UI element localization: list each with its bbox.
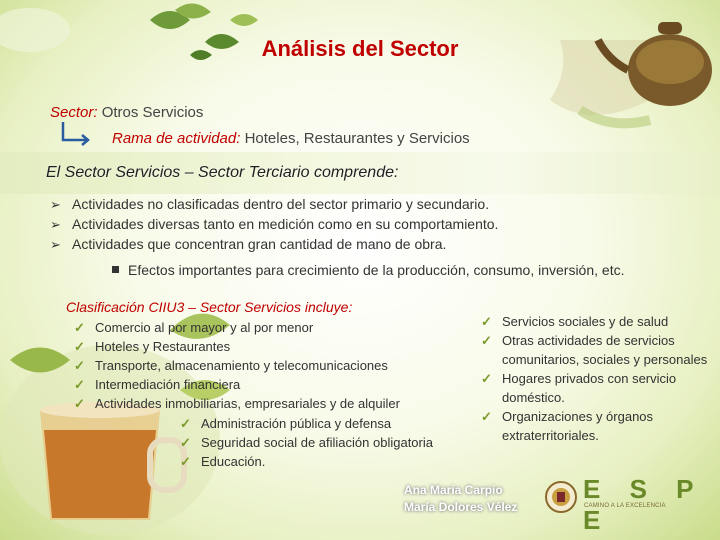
- list-item-text: Intermediación financiera: [95, 377, 241, 392]
- authors: [404, 482, 517, 516]
- slide-title: Análisis del Sector: [261, 36, 459, 61]
- checkmark-icon: ✓: [74, 377, 85, 392]
- list-item-text: Educación.: [201, 454, 266, 469]
- list-item: [481, 369, 717, 407]
- arrow-bullet-icon: ➢: [50, 217, 61, 232]
- ciiu-list-left: [74, 318, 400, 413]
- checkmark-icon: ✓: [74, 339, 85, 354]
- list-item: [50, 214, 498, 234]
- checkmark-icon: ✓: [481, 409, 492, 424]
- list-item: [74, 337, 400, 356]
- rama-line: [112, 130, 470, 147]
- list-item-text: Servicios sociales y de salud: [502, 314, 669, 329]
- square-bullet-icon: [112, 266, 119, 273]
- sub-bullet-text: Efectos importantes para crecimiento de la producción, consumo, inversión, etc.: [128, 262, 625, 278]
- bullet-text: Actividades no clasificadas dentro del sector primario y secundario.: [72, 196, 490, 212]
- author-name: María Dolores Vélez: [404, 500, 518, 514]
- arrow-bullet-icon: ➢: [50, 237, 61, 252]
- ciiu-list-right: [481, 312, 717, 445]
- list-item: [50, 234, 498, 254]
- list-item: [50, 194, 498, 214]
- list-item: [180, 433, 433, 452]
- sector-value: Otros Servicios: [101, 104, 204, 121]
- checkmark-icon: ✓: [481, 314, 492, 329]
- list-item-text: Administración pública y defensa: [201, 416, 392, 431]
- activity-bullets: [50, 194, 498, 254]
- checkmark-icon: ✓: [180, 435, 191, 450]
- list-item-text: Comercio al por mayor y al por menor: [95, 320, 314, 335]
- list-item-text: Actividades inmobiliarias, empresariales y de alquiler: [95, 396, 400, 411]
- elbow-arrow-icon: [60, 122, 90, 150]
- ciiu-list-middle: [180, 414, 433, 471]
- checkmark-icon: ✓: [180, 454, 191, 469]
- list-item: [180, 414, 433, 433]
- espe-tagline: CAMINO A LA EXCELENCIA: [584, 503, 666, 509]
- author-name: Ana Maria Carpio: [404, 483, 503, 497]
- arrow-bullet-icon: ➢: [50, 197, 61, 212]
- list-item-text: Transporte, almacenamiento y telecomunicaciones: [95, 358, 388, 373]
- university-seal-icon: [544, 480, 578, 514]
- list-item: [481, 407, 717, 445]
- list-item-text: Hoteles y Restaurantes: [95, 339, 231, 354]
- list-item: [481, 312, 717, 331]
- checkmark-icon: ✓: [481, 371, 492, 386]
- checkmark-icon: ✓: [74, 396, 85, 411]
- list-item: [74, 356, 400, 375]
- bullet-text: Actividades diversas tanto en medición como en su comportamiento.: [72, 216, 499, 232]
- rama-label: Rama de actividad:: [112, 130, 241, 147]
- rama-value: Hoteles, Restaurantes y Servicios: [244, 130, 470, 147]
- list-item-text: Otras actividades de servicios comunitarios, sociales y personales: [502, 333, 708, 367]
- clasificacion-heading: Clasificación CIIU3 – Sector Servicios incluye:: [66, 299, 353, 315]
- list-item-text: Seguridad social de afiliación obligatoria: [201, 435, 433, 450]
- checkmark-icon: ✓: [74, 320, 85, 335]
- checkmark-icon: ✓: [180, 416, 191, 431]
- checkmark-icon: ✓: [481, 333, 492, 348]
- sub-bullet: [112, 262, 624, 278]
- list-item-text: Organizaciones y órganos extraterritoriales.: [502, 409, 654, 443]
- band-heading: El Sector Servicios – Sector Terciario comprende:: [46, 164, 399, 181]
- teapot-decoration-icon: [520, 0, 720, 140]
- list-item: [74, 318, 400, 337]
- checkmark-icon: ✓: [74, 358, 85, 373]
- list-item: [74, 394, 400, 413]
- bullet-text: Actividades que concentran gran cantidad de mano de obra.: [72, 236, 447, 252]
- list-item: [180, 452, 433, 471]
- list-item: [481, 331, 717, 369]
- list-item: [74, 375, 400, 394]
- espe-logo: E S P E: [583, 474, 705, 535]
- sector-line: [50, 104, 203, 121]
- sector-label: Sector:: [50, 104, 98, 121]
- list-item-text: Hogares privados con servicio doméstico.: [502, 371, 677, 405]
